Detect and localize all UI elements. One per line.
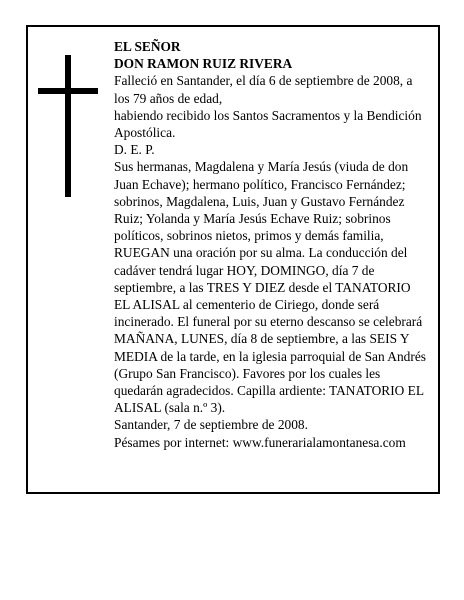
obituary-text: [114, 38, 426, 451]
sacraments-text: habiendo recibido los Santos Sacramentos y la Bendición Apostólica.: [114, 107, 422, 141]
condolences-text: Pésames por internet: www.funerarialamontanesa.com: [114, 434, 406, 450]
cross-icon: [38, 55, 98, 197]
request-text: RUEGAN una oración por su alma. La conducción del cadáver tendrá lugar HOY, DOMINGO, día 7 de septiembre, a las TRES Y DIEZ desde el TANATORIO EL ALISAL al cementerio de Ciriego, donde será incinerado. El funeral por su eterno descanso se celebrará MAÑANA, LUNES, día 8 de septiembre, a las SEIS Y MEDIA de la tarde, en la iglesia parroquial de San Andrés (Grupo San Francisco). Favores por los cuales les quedarán agradecidos. Capilla ardiente: TANATORIO EL ALISAL (sala n.º 3).: [114, 245, 426, 416]
death-info: Falleció en Santander, el día 6 de septiembre de 2008, a los 79 años de edad,: [114, 73, 413, 106]
cross-vertical-bar: [65, 55, 71, 197]
title-line-1: EL SEÑOR: [114, 39, 181, 54]
cross-horizontal-bar: [38, 88, 98, 94]
family-text: Sus hermanas, Magdalena y María Jesús (viuda de don Juan Echave); hermano político, Francisco Fernández; sobrinos, Magdalena, Luis, Juan y Gustavo Fernández Ruiz; Yolanda y María Jesús Echave Ruiz; sobrinos políticos, sobrinos nietos, primos y demás familia,: [114, 159, 409, 244]
dep-text: D. E. P.: [114, 142, 155, 158]
title-line-2: DON RAMON RUIZ RIVERA: [114, 56, 293, 72]
place-date: Santander, 7 de septiembre de 2008.: [114, 417, 308, 433]
